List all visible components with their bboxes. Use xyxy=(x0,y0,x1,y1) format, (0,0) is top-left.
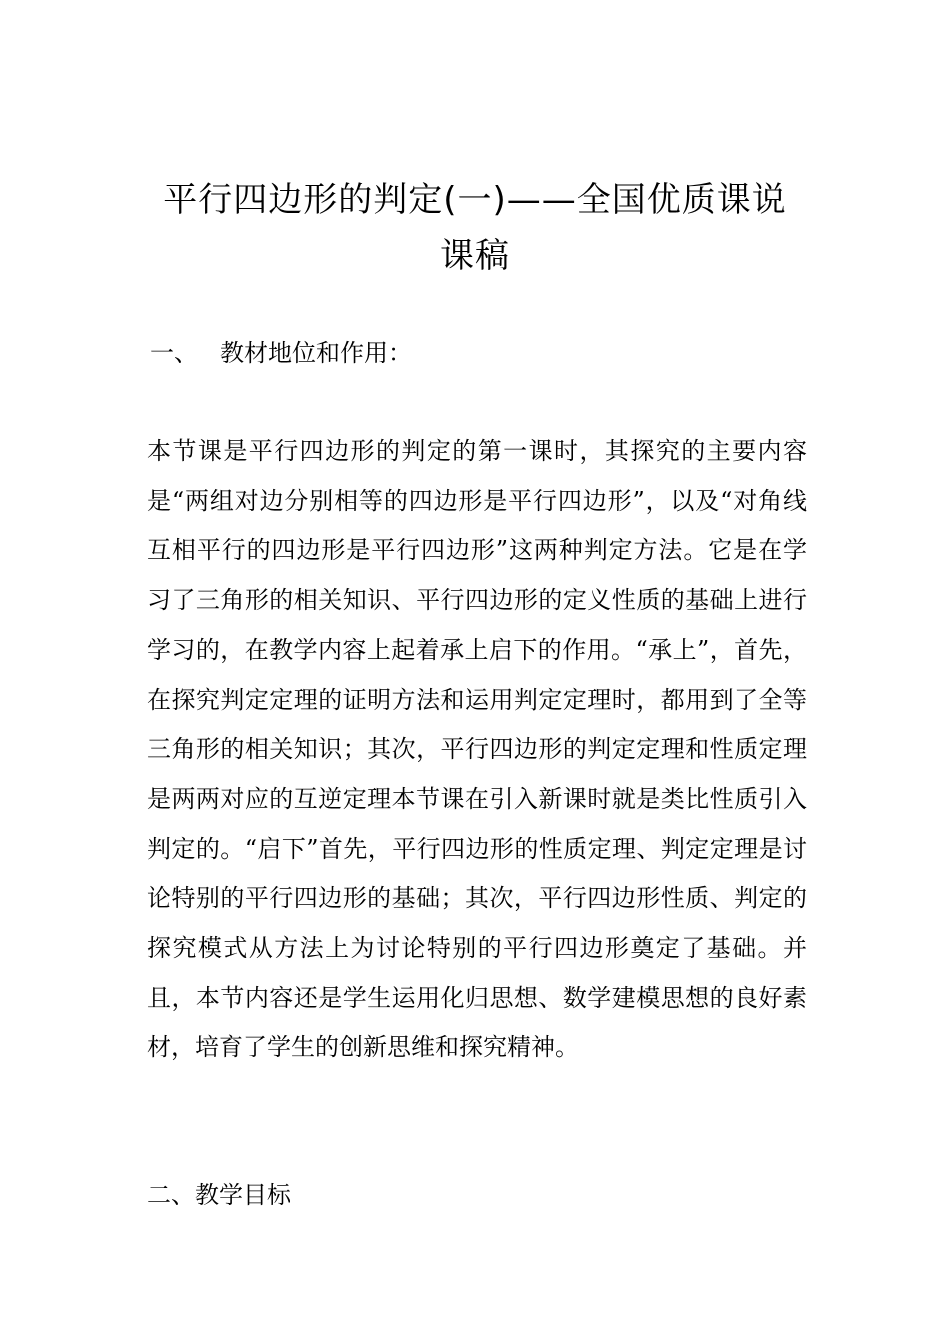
title-line-2: 课稿 xyxy=(440,236,510,276)
section-heading-1 xyxy=(150,338,412,368)
section-1-title: 教材地位和作用： xyxy=(220,339,412,367)
section-1-number: 一、 xyxy=(150,339,198,367)
body-paragraph-1: 本节课是平行四边形的判定的第一课时，其探究的主要内容是“两组对边分别相等的四边形是平行四边形”，以及“对角线互相平行的四边形是平行四边形”这两种判定方法。它是在学习了三角形的相关知识、平行四边形的定义性质的基础上进行学习的，在教学内容上起着承上启下的作用。“承上”，首先，在探究判定定理的证明方法和运用判定定理时，都用到了全等三角形的相关知识；其次，平行四边形的判定定理和性质定理是两两对应的互逆定理本节课在引入新课时就是类比性质引入判定的。“启下”首先，平行四边形的性质定理、判定定理是讨论特别的平行四边形的基础；其次，平行四边形性质、判定的探究模式从方法上为讨论特别的平行四边形奠定了基础。并且，本节内容还是学生运用化归思想、数学建模思想的良好素材，培育了学生的创新思维和探究精神。 xyxy=(147,437,807,1062)
section-heading-2: 二、教学目标 xyxy=(147,1181,291,1209)
document-title xyxy=(120,172,830,284)
title-line-1: 平行四边形的判定(一)——全国优质课说 xyxy=(163,180,787,220)
